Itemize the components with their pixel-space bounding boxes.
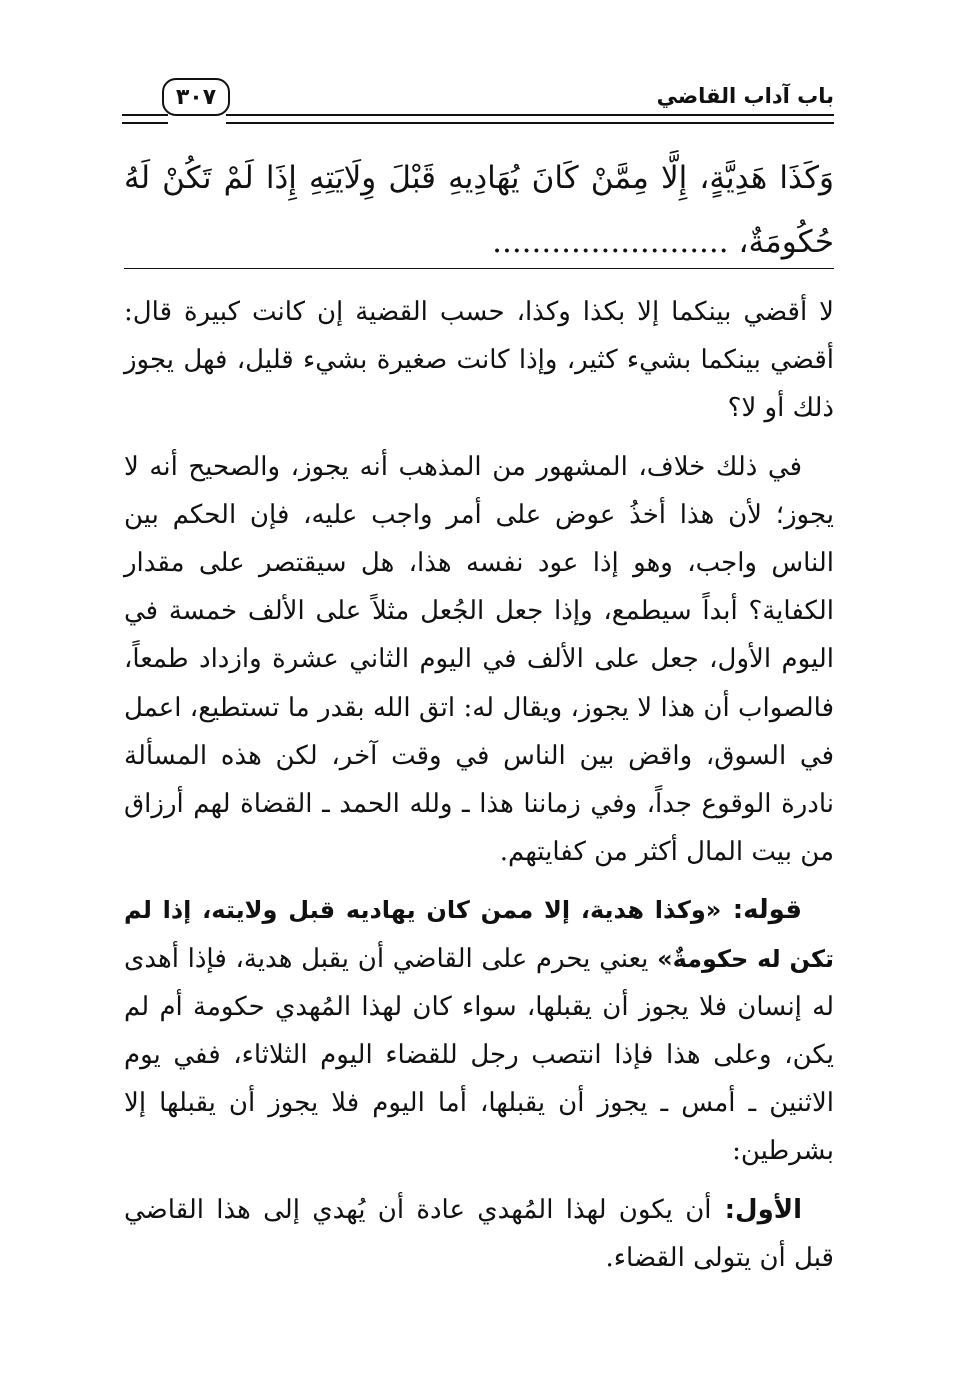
matn-body: وَكَذَا هَدِيَّةٍ، إِلَّا مِمَّنْ كَانَ يُهَادِيهِ قَبْلَ وِلَايَتِهِ إِذَا لَمْ تَكُنْ لَهُ حُكُومَةٌ، <box>124 160 834 260</box>
paragraph-4-text: أن يكون لهذا المُهدي عادة أن يُهدي إلى هذا القاضي قبل أن يتولى القضاء. <box>124 1194 834 1273</box>
page-header <box>122 78 834 130</box>
paragraph-2: في ذلك خلاف، المشهور من المذهب أنه يجوز، والصحيح أنه لا يجوز؛ لأن هذا أخذُ عوض على أمر واجب عليه، فإن الحكم بين الناس واجب، وهو إذا عود نفسه هذا، هل سيقتصر على مقدار الكفاية؟ أبداً سيطمع، وإذا جعل الجُعل مثلاً على الألف خمسة في اليوم الأول، جعل على الألف في اليوم الثاني عشرة وازداد طمعاً، فالصواب أن هذا لا يجوز، ويقال له: اتق الله بقدر ما تستطيع، اعمل في السوق، واقض بين الناس في وقت آخر، لكن هذه المسألة نادرة الوقوع جداً، وفي زماننا هذا ـ ولله الحمد ـ القضاة لهم أرزاق من بيت المال أكثر من كفايتهم. <box>124 451 834 868</box>
header-rule-left <box>122 114 168 124</box>
paragraph-3-lead: قوله: <box>721 895 802 926</box>
chapter-title: باب آداب القاضي <box>656 84 834 108</box>
paragraph-1: لا أقضي بينكما إلا بكذا وكذا، حسب القضية إن كانت كبيرة قال: أقضي بينكما بشيء كثير، وإذا كانت صغيرة بشيء قليل، فهل يجوز ذلك أو لا؟ <box>124 297 834 424</box>
paragraph-3 <box>124 886 834 1175</box>
commentary <box>124 288 834 1282</box>
page-number: ٣٠٧ <box>162 78 230 116</box>
paragraph-4-lead: الأول: <box>711 1194 802 1225</box>
header-rule-right <box>226 114 834 124</box>
paragraph-4 <box>124 1186 834 1282</box>
paragraph-3-quote: «وكذا هدية، إلا ممن كان يهاديه قبل ولايته، إذا لم تكن له حكومةٌ» <box>124 896 835 973</box>
matn-dots: ........................ <box>492 224 729 260</box>
paragraph-3-text: يعني يحرم على القاضي أن يقبل هدية، فإذا أهدى له إنسان فلا يجوز أن يقبلها، سواء كان لهذا المُهدي حكومة أم لم يكن، وعلى هذا فإذا انتصب رجل للقضاء اليوم الثلاثاء، ففي يوم الاثنين ـ أمس ـ يجوز أن يقبلها، أما اليوم فلا يجوز أن يقبلها إلا بشرطين: <box>124 943 834 1167</box>
matn-separator <box>124 268 834 269</box>
matn-text <box>124 146 834 274</box>
